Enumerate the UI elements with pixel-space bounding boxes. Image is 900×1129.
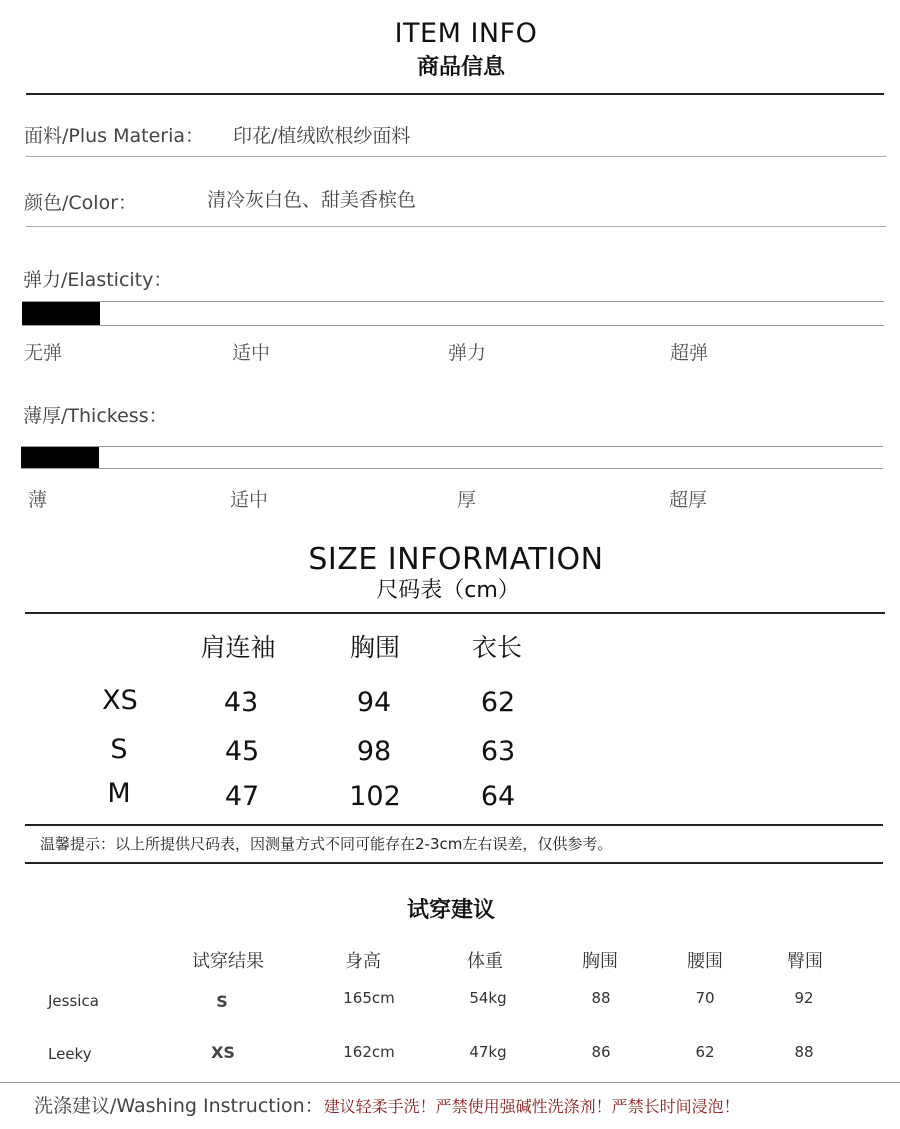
color-value: 清冷灰白色、甜美香槟色 [207,189,417,211]
thickness-scale-2: 适中 [230,489,269,511]
size-row-s-label: S [110,734,128,765]
color-divider [26,226,886,227]
size-header-length: 衣长 [471,633,522,662]
trial-row-leeky-name: Leeky [48,1045,92,1063]
size-row-m-shoulder: 47 [224,781,260,812]
thickness-label: 薄厚/Thickess： [23,405,168,427]
trial-header-weight: 体重 [467,951,503,972]
washing-divider [0,1082,900,1083]
trial-row-leeky-chest: 86 [591,1043,611,1061]
elasticity-level-indicator [22,302,100,325]
elasticity-scale-4: 超弹 [670,342,709,364]
trial-row-jessica-weight: 54kg [469,989,507,1007]
trial-row-jessica-name: Jessica [48,992,99,1010]
size-table-bottom-divider [25,824,883,826]
trial-header-hip: 臀围 [787,951,823,972]
elasticity-scale-2: 适中 [232,342,271,364]
trial-row-jessica-waist: 70 [695,989,715,1007]
trial-row-jessica-hip: 92 [794,989,814,1007]
size-header-shoulder: 肩连袖 [200,633,276,662]
color-label: 颜色/Color： [24,192,138,214]
item-info-divider [26,93,884,95]
trial-row-leeky-height: 162cm [343,1043,395,1061]
trial-row-leeky-size: XS [211,1043,235,1062]
size-row-m-chest: 102 [349,781,401,812]
material-value: 印花/植绒欧根纱面料 [233,125,411,147]
washing-label: 洗涤建议/Washing Instruction： [34,1095,324,1117]
size-row-xs-chest: 94 [356,687,392,718]
size-row-xs-label: XS [102,685,138,716]
elasticity-scale-track [22,301,884,326]
size-row-xs-shoulder: 43 [223,687,259,718]
trial-row-jessica-chest: 88 [591,989,611,1007]
thickness-scale-1: 薄 [28,489,48,511]
size-row-m-label: M [107,778,131,809]
trial-header-chest: 胸围 [582,951,618,972]
material-label: 面料/Plus Materia： [24,125,205,147]
trial-row-leeky-hip: 88 [794,1043,814,1061]
thickness-scale-4: 超厚 [669,489,708,511]
trial-header-result: 试穿结果 [192,951,264,972]
size-info-title-en: SIZE INFORMATION [308,542,604,577]
item-info-title-en: ITEM INFO [394,18,538,49]
trial-title: 试穿建议 [406,898,495,923]
elasticity-scale-1: 无弹 [24,342,63,364]
size-row-s-length: 63 [480,736,516,767]
elasticity-scale-3: 弹力 [448,342,487,364]
thickness-scale-3: 厚 [457,489,477,511]
thickness-level-indicator [21,447,99,468]
trial-header-height: 身高 [345,951,381,972]
thickness-scale-track [21,446,883,469]
size-row-s-shoulder: 45 [224,736,260,767]
size-info-divider [25,612,885,614]
size-row-xs-length: 62 [480,687,516,718]
size-row-s-chest: 98 [356,736,392,767]
size-note: 温馨提示：以上所提供尺码表，因测量方式不同可能存在2-3cm左右误差，仅供参考。 [40,835,613,853]
size-row-m-length: 64 [480,781,516,812]
trial-row-leeky-weight: 47kg [469,1043,507,1061]
trial-row-jessica-size: S [216,992,228,1011]
trial-row-leeky-waist: 62 [695,1043,715,1061]
material-divider [26,156,886,157]
size-header-chest: 胸围 [349,633,400,662]
size-note-divider [25,862,883,864]
trial-row-jessica-height: 165cm [343,989,395,1007]
washing-text: 建议轻柔手洗！严禁使用强碱性洗涤剂！严禁长时间浸泡！ [323,1097,740,1116]
size-info-title-cn: 尺码表（cm） [376,578,520,603]
elasticity-label: 弹力/Elasticity： [23,269,173,291]
item-info-title-cn: 商品信息 [416,55,505,80]
washing-row [34,1091,740,1118]
trial-header-waist: 腰围 [687,951,723,972]
